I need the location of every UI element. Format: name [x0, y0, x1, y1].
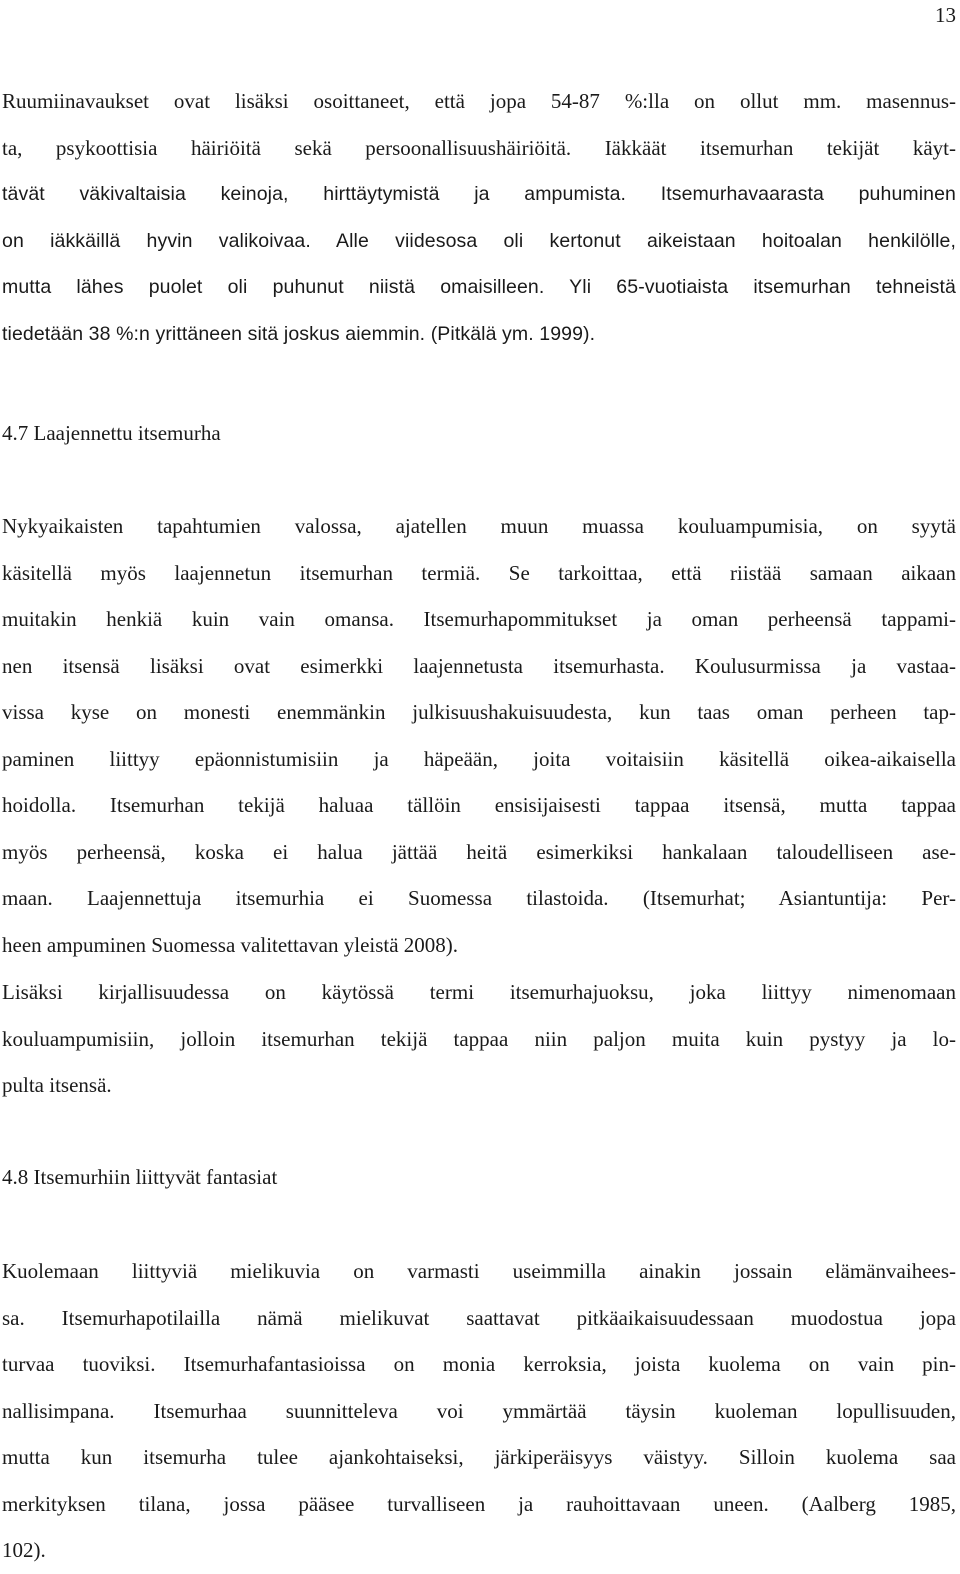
paragraph-line: nallisimpana. Itsemurhaa suunnitteleva voi ymmärtää täysin kuoleman lopullisuuden,: [2, 1398, 956, 1423]
section-heading-4-7: 4.7 Laajennettu itsemurha: [2, 421, 221, 445]
paragraph-line: sa. Itsemurhapotilailla nämä mielikuvat saattavat pitkäaikaisuudessaan muodostua jopa: [2, 1305, 956, 1330]
paragraph-line: turvaa tuoviksi. Itsemurhafantasioissa on monia kerroksia, joista kuolema on vain pin-: [2, 1352, 956, 1376]
paragraph-elderly-suicide: [2, 78, 956, 357]
paragraph-line: nen itsensä lisäksi ovat esimerkki laajennetusta itsemurhasta. Koulusurmissa ja vastaa-: [2, 653, 956, 678]
paragraph-line: hoidolla. Itsemurhan tekijä haluaa tällöin ensisijaisesti tappaa itsensä, mutta tappaa: [2, 793, 956, 817]
paragraph-line: kouluampumisiin, jolloin itsemurhan tekijä tappaa niin paljon muita kuin pystyy ja lo-: [2, 1026, 956, 1051]
paragraph-line: merkityksen tilana, jossa pääsee turvalliseen ja rauhoittavaan uneen. (Aalberg 1985,: [2, 1491, 956, 1516]
paragraph-line: Ruumiinavaukset ovat lisäksi osoittaneet, että jopa 54-87 %:lla on ollut mm. masennus-: [2, 89, 956, 113]
paragraph-line: heen ampuminen Suomessa valitettavan yleistä 2008).: [2, 932, 459, 957]
paragraph-line: Lisäksi kirjallisuudessa on käytössä termi itsemurhajuoksu, joka liittyy nimenomaan: [2, 980, 956, 1004]
paragraph-line: Nykyaikaisten tapahtumien valossa, ajatellen muun muassa kouluampumisia, on syytä: [2, 514, 956, 538]
section-heading-4-8: 4.8 Itsemurhiin liittyvät fantasiat: [2, 1165, 278, 1189]
paragraph-line: tävät väkivaltaisia keinoja, hirttäytymistä ja ampumista. Itsemurhavaarasta puhuminen: [2, 183, 956, 205]
paragraph-line: 102).: [2, 1538, 46, 1562]
paragraph-line: on iäkkäillä hyvin valikoivaa. Alle viidesosa oli kertonut aikeistaan hoitoalan henkilölle,: [2, 229, 956, 252]
paragraph-line: myös perheensä, koska ei halua jättää heitä esimerkiksi hankalaan taloudelliseen ase-: [2, 839, 956, 864]
paragraph-line: muitakin henkiä kuin vain omansa. Itsemurhapommitukset ja oman perheensä tappami-: [2, 607, 956, 631]
paragraph-suicide-run: [2, 969, 956, 1109]
paragraph-line: käsitellä myös laajennetun itsemurhan termiä. Se tarkoittaa, että riistää samaan aikaan: [2, 560, 956, 585]
paragraph-line: pulta itsensä.: [2, 1073, 112, 1097]
paragraph-line: maan. Laajennettuja itsemurhia ei Suomessa tilastoida. (Itsemurhat; Asiantuntija: Per-: [2, 886, 956, 910]
paragraph-line: tiedetään 38 %:n yrittäneen sitä joskus aiemmin. (Pitkälä ym. 1999).: [2, 322, 596, 345]
paragraph-extended-suicide: [2, 503, 956, 968]
paragraph-line: ta, psykoottisia häiriöitä sekä persoonallisuushäiriöitä. Iäkkäät itsemurhan tekijät käyt-: [2, 135, 956, 160]
page-number: 13: [935, 3, 956, 27]
paragraph-line: Kuolemaan liittyviä mielikuvia on varmasti useimmilla ainakin jossain elämänvaihees-: [2, 1259, 956, 1283]
paragraph-line: vissa kyse on monesti enemmänkin julkisuushakuisuudesta, kun taas oman perheen tap-: [2, 700, 956, 724]
paragraph-line: mutta lähes puolet oli puhunut niistä omaisilleen. Yli 65-vuotiaista itsemurhan tehneistä: [2, 276, 956, 298]
paragraph-line: paminen liittyy epäonnistumisiin ja häpeään, joita voitaisiin käsitellä oikea-aikaisella: [2, 746, 956, 771]
paragraph-line: mutta kun itsemurha tulee ajankohtaiseksi, järkiperäisyys väistyy. Silloin kuolema saa: [2, 1445, 956, 1469]
paragraph-fantasies: [2, 1248, 956, 1574]
